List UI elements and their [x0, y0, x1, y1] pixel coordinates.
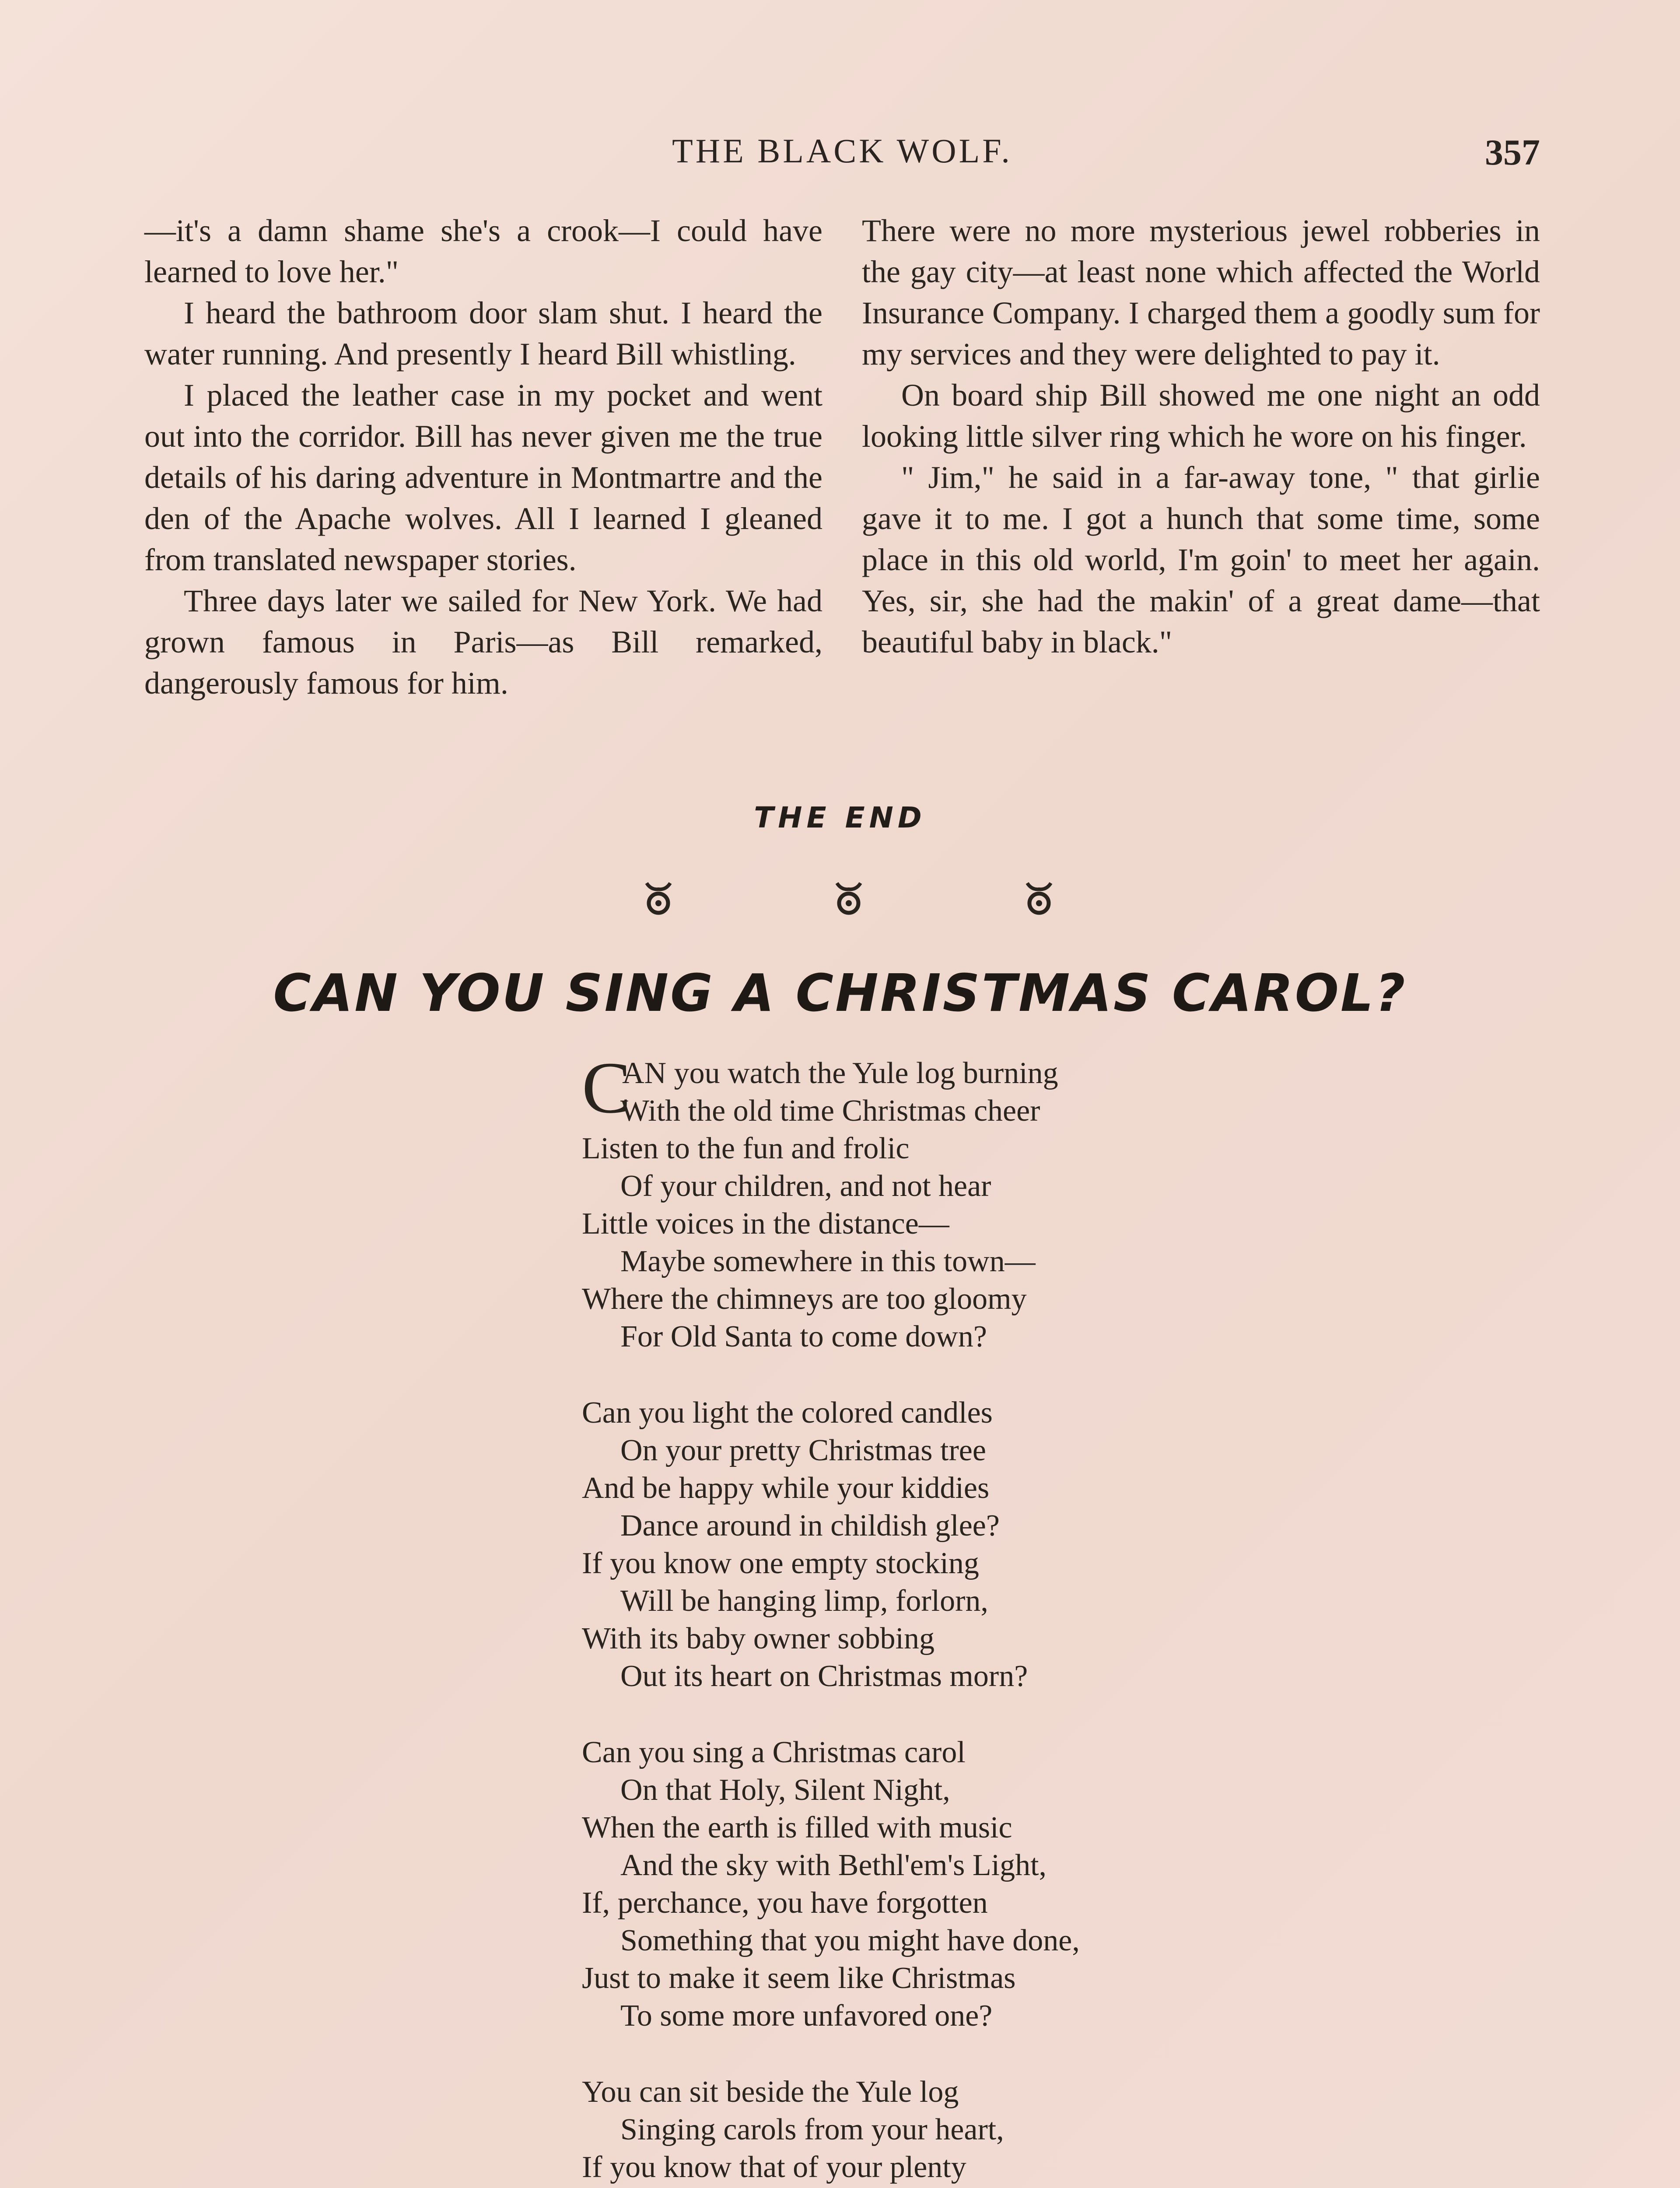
- poem-line: On that Holy, Silent Night,: [620, 1773, 950, 1807]
- poem-line: Something that you might have done,: [620, 1924, 1080, 1957]
- poem-line: With the old time Christmas cheer: [620, 1094, 1040, 1128]
- poem-stanzas: [582, 1092, 1413, 2188]
- poem-line: Of your children, and not hear: [620, 1169, 991, 1203]
- running-title: THE BLACK WOLF.: [672, 132, 1012, 170]
- story-paragraph: On board ship Bill showed me one night an odd looking little silver ring which he wore on his finger.: [862, 378, 1540, 454]
- poem-line: Where the chimneys are too gloomy: [582, 1282, 1027, 1316]
- poem-stanza: [582, 1734, 1413, 2035]
- poem-line: Out its heart on Christmas morn?: [620, 1659, 1028, 1693]
- page-number: 357: [1485, 132, 1540, 173]
- poem-line: Maybe somewhere in this town—: [620, 1245, 1036, 1278]
- fleuron-ornament-icon: [1024, 880, 1054, 919]
- poem-line: For Old Santa to come down?: [620, 1320, 987, 1353]
- poem-stanza: [582, 1092, 1413, 1356]
- the-end-label: THE END: [754, 801, 926, 835]
- page-header: [144, 131, 1540, 179]
- story-paragraph: " Jim," he said in a far-away tone, " that girlie gave it to me. I got a hunch that some time, some place in this old world, I'm goin' to meet her again. Yes, sir, she had the makin' of a great dame—that beautiful baby in black.": [862, 460, 1540, 659]
- poem-stanza: [582, 2073, 1413, 2188]
- poem-line: To some more unfavored one?: [620, 1999, 993, 2033]
- poem-line: If, perchance, you have forgotten: [582, 1886, 988, 1920]
- ornament-row: [630, 880, 1068, 928]
- poem-title: CAN YOU SING A CHRISTMAS CAROL?: [273, 963, 1407, 1023]
- poem-line: Will be hanging limp, forlorn,: [620, 1584, 988, 1618]
- story-paragraph: —it's a damn shame she's a crook—I could have learned to love her.": [144, 213, 822, 289]
- poem-line: Can you sing a Christmas carol: [582, 1736, 966, 1769]
- poem-line: If you know one empty stocking: [582, 1546, 979, 1580]
- poem-body: [582, 1047, 1413, 2188]
- story-columns: [144, 210, 1540, 801]
- poem-line: Listen to the fun and frolic: [582, 1132, 910, 1165]
- drop-cap: C: [582, 1047, 631, 1129]
- poem-line: You can sit beside the Yule log: [582, 2075, 959, 2109]
- poem-line: On your pretty Christmas tree: [620, 1434, 986, 1467]
- story-paragraph: I heard the bathroom door slam shut. I heard the water running. And presently I heard Bill whistling.: [144, 295, 822, 372]
- poem-line: When the earth is filled with music: [582, 1811, 1012, 1844]
- fleuron-ornament-icon: [643, 880, 674, 919]
- poem-line: Can you light the colored candles: [582, 1396, 993, 1430]
- story-left-column: [144, 210, 822, 704]
- poem-line: With its baby owner sobbing: [582, 1622, 934, 1655]
- poem-stanza: [582, 1394, 1413, 1695]
- poem-line: [582, 2186, 1413, 2188]
- poem-line: Just to make it seem like Christmas: [582, 1961, 1016, 1995]
- fleuron-ornament-icon: [833, 880, 864, 919]
- poem-line: And be happy while your kiddies: [582, 1471, 990, 1505]
- poem-line: Little voices in the distance—: [582, 1207, 949, 1241]
- poem-line: And the sky with Bethl'em's Light,: [620, 1848, 1047, 1882]
- poem-line: Dance around in childish glee?: [620, 1509, 1000, 1543]
- story-paragraph: Three days later we sailed for New York. We had grown famous in Paris—as Bill remarked, dangerously famous for him.: [144, 583, 822, 701]
- story-paragraph: There were no more mysterious jewel robberies in the gay city—at least none which affected the World Insurance Company. I charged them a goodly sum for my services and they were delighted to pay it.: [862, 213, 1540, 372]
- poem-first-line-text: AN you watch the Yule log burning: [622, 1056, 1058, 1090]
- story-right-column: [862, 210, 1540, 663]
- poem-line: Singing carols from your heart,: [620, 2113, 1004, 2146]
- story-paragraph: I placed the leather case in my pocket and went out into the corridor. Bill has never given me the true details of his daring adventure in Montmartre and the den of the Apache wolves. All I learned I gleaned from translated newspaper stories.: [144, 378, 822, 577]
- poem-line: If you know that of your plenty: [582, 2150, 966, 2184]
